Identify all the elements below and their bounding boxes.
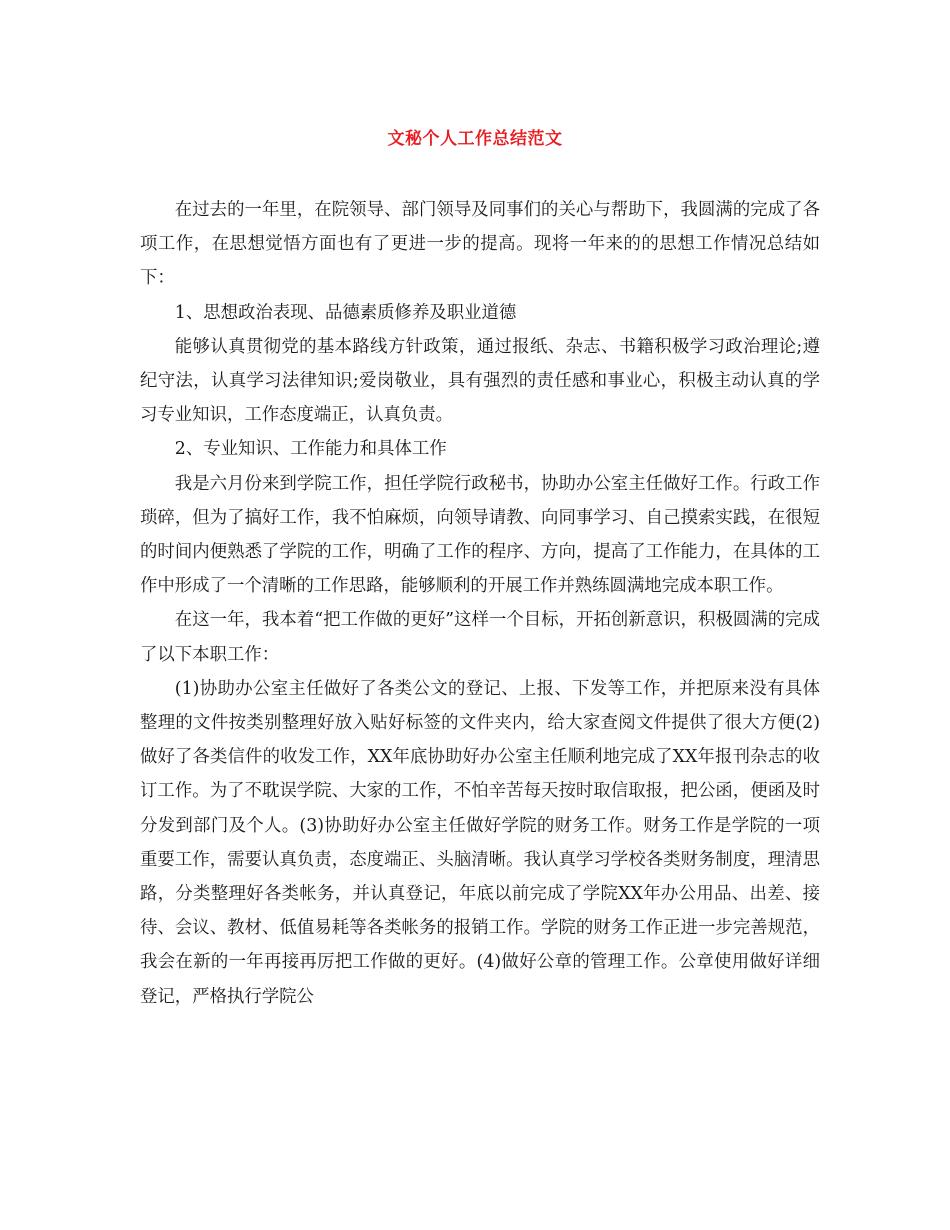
duties-paragraph: (1)协助办公室主任做好了各类公文的登记、上报、下发等工作，并把原来没有具体整理的文件按类别整理好放入贴好标签的文件夹内，给大家查阅文件提供了很大方便(2)做好了各类信件的收发工作，XX年底协助好办公室主任顺利地完成了XX年报刊杂志的收订工作。为了不耽误学院、大家的工作，不怕辛苦每天按时取信取报，把公函，便函及时分发到部门及个人。(3)协助好办公室主任做好学院的财务工作。财务工作是学院的一项重要工作，需要认真负责，态度端正、头脑清晰。我认真学习学校各类财务制度，理清思路，分类整理好各类帐务，并认真登记，年底以前完成了学院XX年办公用品、出差、接待、会议、教材、低值易耗等各类帐务的报销工作。学院的财务工作正进一步完善规范，我会在新的一年再接再厉把工作做的更好。(4)做好公章的管理工作。公章使用做好详细登记，严格执行学院公: [140, 678, 820, 1007]
intro-paragraph: 在过去的一年里，在院领导、部门领导及同事们的关心与帮助下，我圆满的完成了各项工作，在思想觉悟方面也有了更进一步的提高。现将一年来的的思想工作情况总结如下：: [140, 200, 820, 289]
section-heading-1: 1、思想政治表现、品德素质修养及职业道德: [174, 302, 517, 323]
section-heading-2: 2、专业知识、工作能力和具体工作: [174, 439, 447, 460]
section-1-paragraph: 能够认真贯彻党的基本路线方针政策，通过报纸、杂志、书籍积极学习政治理论;遵纪守法，认真学习法律知识;爱岗敬业，具有强烈的责任感和事业心，积极主动认真的学习专业知识，工作态度端正，认真负责。: [140, 336, 820, 426]
document-title: 文秘个人工作总结范文: [387, 129, 563, 149]
document-body: [140, 193, 820, 1014]
section-2-paragraph: 我是六月份来到学院工作，担任学院行政秘书，协助办公室主任做好工作。行政工作琐碎，但为了搞好工作，我不怕麻烦，向领导请教、向同事学习、自己摸索实践，在很短的时间内便熟悉了学院的工作，明确了工作的程序、方向，提高了工作能力，在具体的工作中形成了一个清晰的工作思路，能够顺利的开展工作并熟练圆满地完成本职工作。: [140, 473, 820, 597]
goal-paragraph: 在这一年，我本着“把工作做的更好”这样一个目标，开拓创新意识，积极圆满的完成了以下本职工作：: [140, 610, 820, 665]
